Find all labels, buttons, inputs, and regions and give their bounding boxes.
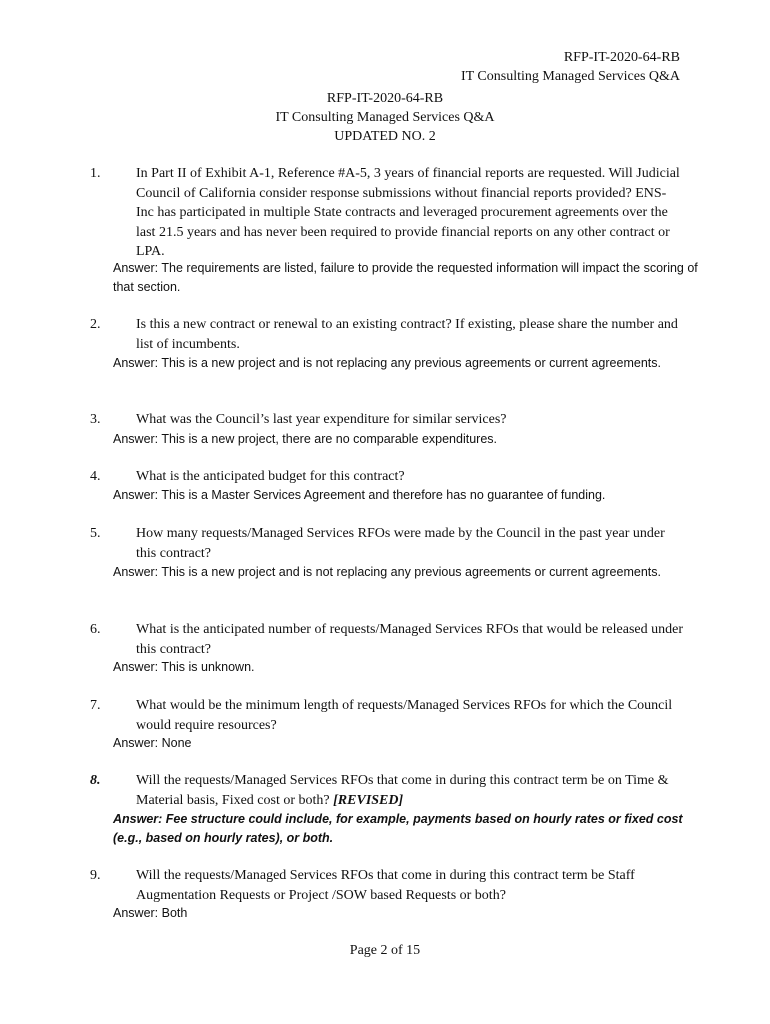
answer-9: Answer: Both (113, 906, 188, 920)
question-7 (90, 696, 683, 735)
question-9 (90, 866, 683, 905)
answer-7: Answer: None (113, 736, 192, 750)
question-number: 1. (90, 166, 101, 181)
question-number: 4. (90, 469, 101, 484)
answer-1: Answer: The requirements are listed, failure to provide the requested information will impact the scoring of that section. (113, 261, 698, 294)
question-text: Will the requests/Managed Services RFOs that come in during this contract term be on Time & Material basis, Fixed cost or both? (136, 773, 669, 808)
question-text: Is this a new contract or renewal to an existing contract? If existing, please share the number and list of incumbents. (136, 317, 678, 352)
document-title (0, 89, 770, 146)
question-1 (90, 164, 683, 262)
answer-5: Answer: This is a new project and is not replacing any previous agreements or current agreements. (113, 565, 661, 579)
question-text: What is the anticipated budget for this contract? (136, 469, 405, 484)
running-header (461, 48, 680, 86)
question-number: 5. (90, 526, 101, 541)
question-number: 7. (90, 698, 101, 713)
answer-8: Answer: Fee structure could include, for example, payments based on hourly rates or fixed cost (e.g., based on hourly rates), or both. (113, 812, 683, 845)
question-2 (90, 315, 683, 354)
title-subtitle: IT Consulting Managed Services Q&A (275, 110, 495, 125)
question-text: How many requests/Managed Services RFOs were made by the Council in the past year under this contract? (136, 526, 665, 561)
question-text: Will the requests/Managed Services RFOs that come in during this contract term be Staff Augmentation Requests or Project /SOW based Requests or both? (136, 868, 635, 903)
page-number: Page 2 of 15 (349, 943, 421, 958)
question-number: 3. (90, 412, 101, 427)
question-6 (90, 620, 684, 659)
question-4 (90, 467, 683, 487)
question-number: 8. (90, 773, 101, 788)
header-subtitle: IT Consulting Managed Services Q&A (460, 69, 680, 84)
question-number: 6. (90, 622, 101, 637)
title-rfp-id: RFP-IT-2020-64-RB (326, 91, 444, 106)
answer-3: Answer: This is a new project, there are no comparable expenditures. (113, 432, 497, 446)
answer-6: Answer: This is unknown. (113, 660, 255, 674)
question-text: What is the anticipated number of requests/Managed Services RFOs that would be released under this contract? (136, 622, 684, 657)
question-text: In Part II of Exhibit A-1, Reference #A-5, 3 years of financial reports are requested. Will Judicial Council of California consider response submissions without financial reports provided? ENS-Inc has participated in multiple State contracts and leveraged procurement agreements over the last 21.5 years and has never been required to provide financial reports on any other contract or LPA. (136, 166, 680, 259)
header-rfp-id: RFP-IT-2020-64-RB (563, 50, 680, 65)
answer-4: Answer: This is a Master Services Agreement and therefore has no guarantee of funding. (113, 488, 606, 502)
question-text: What was the Council’s last year expenditure for similar services? (136, 412, 507, 427)
revised-tag: [REVISED] (333, 792, 404, 808)
question-3 (90, 410, 683, 430)
question-5 (90, 524, 683, 563)
title-update: UPDATED NO. 2 (334, 129, 436, 144)
question-8 (90, 771, 683, 810)
question-text: What would be the minimum length of requests/Managed Services RFOs for which the Council would require resources? (136, 698, 673, 733)
answer-2: Answer: This is a new project and is not replacing any previous agreements or current agreements. (113, 356, 661, 370)
question-number: 2. (90, 317, 101, 332)
question-number: 9. (90, 868, 101, 883)
